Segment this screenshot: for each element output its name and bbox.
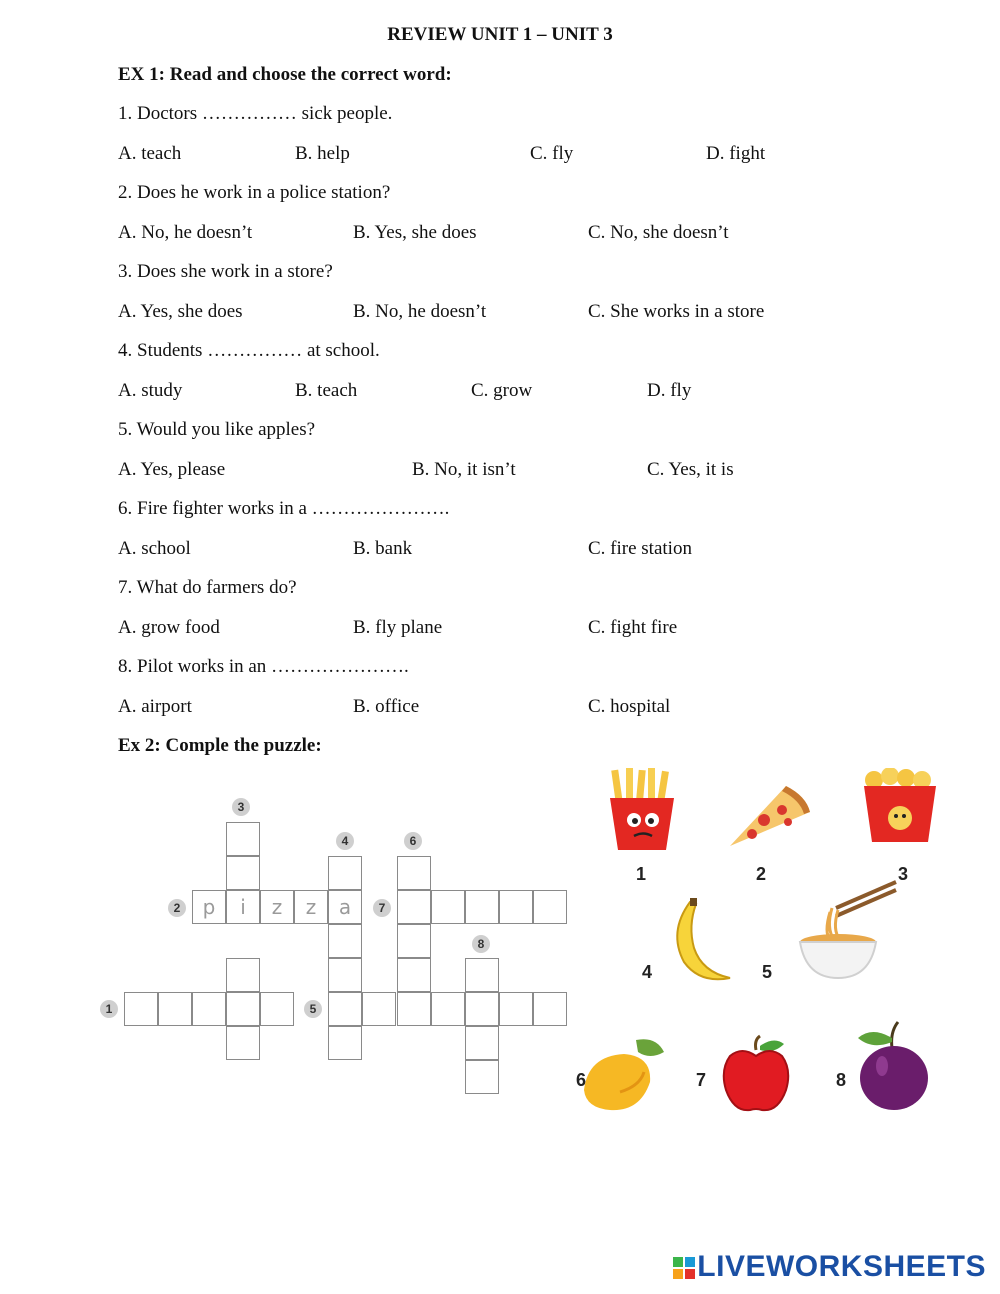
clue-number-4: 4	[336, 832, 354, 850]
q1-option-d[interactable]: D. fight	[706, 143, 766, 164]
picture-number-3: 3	[898, 864, 909, 884]
q5-option-b[interactable]: B. No, it isn’t	[412, 459, 516, 480]
q3-option-a[interactable]: A. Yes, she does	[118, 301, 243, 322]
question-7: 7. What do farmers do?	[118, 577, 297, 598]
q1-option-c[interactable]: C. fly	[530, 143, 574, 164]
q7-option-c[interactable]: C. fight fire	[588, 617, 678, 638]
brand-text: LIVEWORKSHEETS	[697, 1250, 986, 1283]
q5-option-c[interactable]: C. Yes, it is	[647, 459, 734, 480]
crossword-cell[interactable]	[431, 992, 465, 1026]
picture-number-6: 6	[576, 1070, 587, 1090]
q2-option-b[interactable]: B. Yes, she does	[353, 222, 477, 243]
crossword-cell-example: a	[328, 890, 362, 924]
question-4: 4. Students …………… at school.	[118, 340, 380, 361]
q4-option-c[interactable]: C. grow	[471, 380, 533, 401]
q6-option-c[interactable]: C. fire station	[588, 538, 692, 559]
q8-option-c[interactable]: C. hospital	[588, 696, 671, 717]
crossword-cell[interactable]	[397, 992, 431, 1026]
page-title: REVIEW UNIT 1 – UNIT 3	[387, 24, 613, 45]
crossword-cell[interactable]	[397, 958, 431, 992]
question-3: 3. Does she work in a store?	[118, 261, 333, 282]
crossword-cell[interactable]	[158, 992, 192, 1026]
question-8: 8. Pilot works in an ………………….	[118, 656, 409, 677]
picture-number-7: 7	[696, 1070, 707, 1090]
crossword-cell[interactable]	[533, 890, 567, 924]
crossword-cell[interactable]	[328, 856, 362, 890]
crossword-cell[interactable]	[533, 992, 567, 1026]
crossword-cell-example: p	[192, 890, 226, 924]
picture-number-1: 1	[636, 864, 647, 884]
clue-number-6: 6	[404, 832, 422, 850]
crossword-cell[interactable]	[465, 992, 499, 1026]
question-6: 6. Fire fighter works in a ………………….	[118, 498, 450, 519]
crossword-cell[interactable]	[226, 958, 260, 992]
crossword-cell-example: i	[226, 890, 260, 924]
question-5: 5. Would you like apples?	[118, 419, 316, 440]
q2-option-c[interactable]: C. No, she doesn’t	[588, 222, 729, 243]
crossword-cell[interactable]	[465, 890, 499, 924]
clue-number-3: 3	[232, 798, 250, 816]
q8-option-a[interactable]: A. airport	[118, 696, 192, 717]
crossword-cell-example: z	[260, 890, 294, 924]
crossword-cell[interactable]	[226, 822, 260, 856]
crossword-cell[interactable]	[260, 992, 294, 1026]
noodles-icon	[796, 878, 898, 982]
clue-number-1: 1	[100, 1000, 118, 1018]
question-2: 2. Does he work in a police station?	[118, 182, 391, 203]
q8-option-b[interactable]: B. office	[353, 696, 420, 717]
crossword-cell[interactable]	[397, 856, 431, 890]
popcorn-icon	[860, 768, 940, 844]
clue-number-2: 2	[168, 899, 186, 917]
clue-number-8: 8	[472, 935, 490, 953]
crossword-cell[interactable]	[226, 992, 260, 1026]
question-1: 1. Doctors …………… sick people.	[118, 103, 393, 124]
crossword-cell[interactable]	[328, 992, 362, 1026]
q7-option-a[interactable]: A. grow food	[118, 617, 220, 638]
crossword-cell[interactable]	[124, 992, 158, 1026]
ex2-heading: Ex 2: Comple the puzzle:	[118, 735, 322, 756]
picture-number-5: 5	[762, 962, 773, 982]
crossword-cell[interactable]	[465, 1060, 499, 1094]
mango-icon	[580, 1032, 666, 1114]
ex1-heading: EX 1: Read and choose the correct word:	[118, 64, 452, 85]
fries-icon	[600, 768, 684, 852]
clue-number-5: 5	[304, 1000, 322, 1018]
crossword-cell[interactable]	[397, 890, 431, 924]
crossword-cell[interactable]	[192, 992, 226, 1026]
crossword-cell[interactable]	[397, 924, 431, 958]
crossword-cell[interactable]	[499, 890, 533, 924]
q1-option-b[interactable]: B. help	[295, 143, 350, 164]
q4-option-b[interactable]: B. teach	[295, 380, 358, 401]
q4-option-a[interactable]: A. study	[118, 380, 183, 401]
q6-option-b[interactable]: B. bank	[353, 538, 413, 559]
plum-icon	[852, 1018, 932, 1112]
crossword-cell[interactable]	[431, 890, 465, 924]
banana-icon	[662, 896, 734, 988]
crossword-cell[interactable]	[328, 1026, 362, 1060]
q3-option-c[interactable]: C. She works in a store	[588, 301, 765, 322]
q3-option-b[interactable]: B. No, he doesn’t	[353, 301, 487, 322]
picture-number-4: 4	[642, 962, 653, 982]
q2-option-a[interactable]: A. No, he doesn’t	[118, 222, 253, 243]
crossword-cell[interactable]	[465, 958, 499, 992]
crossword-cell[interactable]	[362, 992, 396, 1026]
q7-option-b[interactable]: B. fly plane	[353, 617, 443, 638]
crossword-cell[interactable]	[499, 992, 533, 1026]
crossword-cell[interactable]	[328, 924, 362, 958]
crossword-cell[interactable]	[465, 1026, 499, 1060]
apple-icon	[720, 1034, 792, 1114]
picture-number-8: 8	[836, 1070, 847, 1090]
crossword-cell[interactable]	[226, 1026, 260, 1060]
liveworksheets-icon	[673, 1257, 695, 1279]
q5-option-a[interactable]: A. Yes, please	[118, 459, 226, 480]
pizza-icon	[724, 782, 812, 852]
brand-logo	[673, 1250, 986, 1284]
crossword-cell[interactable]	[226, 856, 260, 890]
q6-option-a[interactable]: A. school	[118, 538, 191, 559]
q4-option-d[interactable]: D. fly	[647, 380, 692, 401]
crossword-cell-example: z	[294, 890, 328, 924]
q1-option-a[interactable]: A. teach	[118, 143, 182, 164]
crossword-cell[interactable]	[328, 958, 362, 992]
clue-number-7: 7	[373, 899, 391, 917]
picture-number-2: 2	[756, 864, 767, 884]
